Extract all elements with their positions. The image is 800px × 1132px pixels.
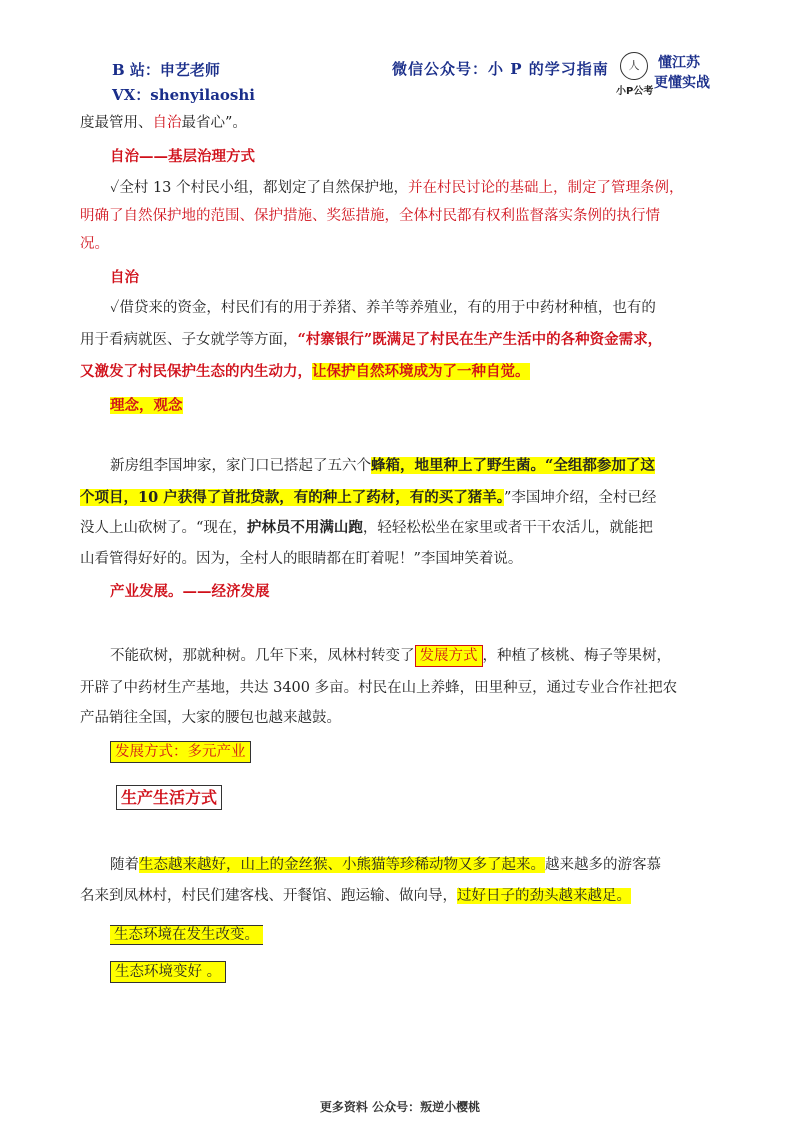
- text-line: 度最管用、自治最省心”。: [80, 115, 247, 131]
- logo-portrait-icon: 人: [620, 52, 648, 80]
- text-line: 新房组李国坤家，家门口已搭起了五六个蜂箱，地里种上了野生菌。“全组都参加了这: [110, 457, 655, 474]
- heading-autonomy: 自治: [110, 269, 139, 286]
- text-line: 又激发了村民保护生态的内生动力，让保护自然环境成为了一种自觉。: [80, 363, 530, 380]
- note-env-better: 生态环境变好 。: [110, 962, 750, 982]
- text-line: ✓借贷来的资金，村民们有的用于养猪、养羊等养殖业，有的用于中药材种植，也有的: [110, 300, 656, 316]
- heading-production-lifestyle: 生产生活方式: [116, 788, 756, 808]
- text-line: 随着生态越来越好，山上的金丝猴、小熊猫等珍稀动物又多了起来。越来越多的游客慕: [110, 857, 661, 873]
- text-line: 名来到凤林村，村民们建客栈、开餐馆、跑运输、做向导，过好日子的劲头越来越足。: [80, 888, 631, 904]
- logo-text-2: 更懂实战: [654, 75, 710, 91]
- text-line: 况。: [80, 236, 109, 252]
- header-left: [112, 58, 255, 108]
- text-line: 不能砍树，那就种树。几年下来，凤林村转变了 发展方式 ，种植了核桃、梅子等果树，: [110, 646, 750, 666]
- text-line: 明确了自然保护地的范围、保护措施、奖惩措施，全体村民都有权利监督落实条例的执行情: [80, 208, 660, 224]
- heading-dev-mode: 发展方式：多元产业: [110, 742, 750, 762]
- brand-logo: [616, 48, 732, 97]
- vx-label: VX：shenyilaoshi: [112, 86, 255, 104]
- logo-text-1: 懂江苏: [658, 55, 700, 71]
- text-line: 产品销往全国，大家的腰包也越来越鼓。: [80, 710, 341, 726]
- wechat-label: 微信公众号：小 P 的学习指南: [392, 60, 609, 78]
- footer-text: 更多资料 公众号：叛逆小樱桃: [319, 1100, 481, 1114]
- text-line: 没人上山砍树了。“现在，护林员不用满山跑，轻轻松松坐在家里或者干干农活儿，就能把: [80, 519, 653, 536]
- text-line: 开辟了中药材生产基地，共达 3400 多亩。村民在山上养蜂，田里种豆，通过专业合作社把农: [80, 680, 678, 696]
- text-line: ✓全村 13 个村民小组，都划定了自然保护地，并在村民讨论的基础上，制定了管理条例，: [110, 180, 684, 196]
- logo-text-small: 小P公考: [616, 86, 654, 97]
- heading-autonomy-governance: 自治——基层治理方式: [110, 148, 255, 165]
- text-line: 用于看病就医、子女就学等方面，“村寨银行”既满足了村民在生产生活中的各种资金需求，: [80, 331, 663, 348]
- heading-concept: 理念，观念: [110, 397, 183, 414]
- heading-industry: 产业发展。——经济发展: [110, 583, 270, 600]
- text-line: 个项目，10 户获得了首批贷款，有的种上了药材，有的买了猪羊。”李国坤介绍，全村已经: [80, 489, 657, 506]
- bilibili-label: B 站：申艺老师: [112, 61, 220, 79]
- text-line: 山看管得好好的。因为，全村人的眼睛都在盯着呢！”李国坤笑着说。: [80, 551, 523, 567]
- note-env-changing: 生态环境在发生改变。: [110, 925, 750, 945]
